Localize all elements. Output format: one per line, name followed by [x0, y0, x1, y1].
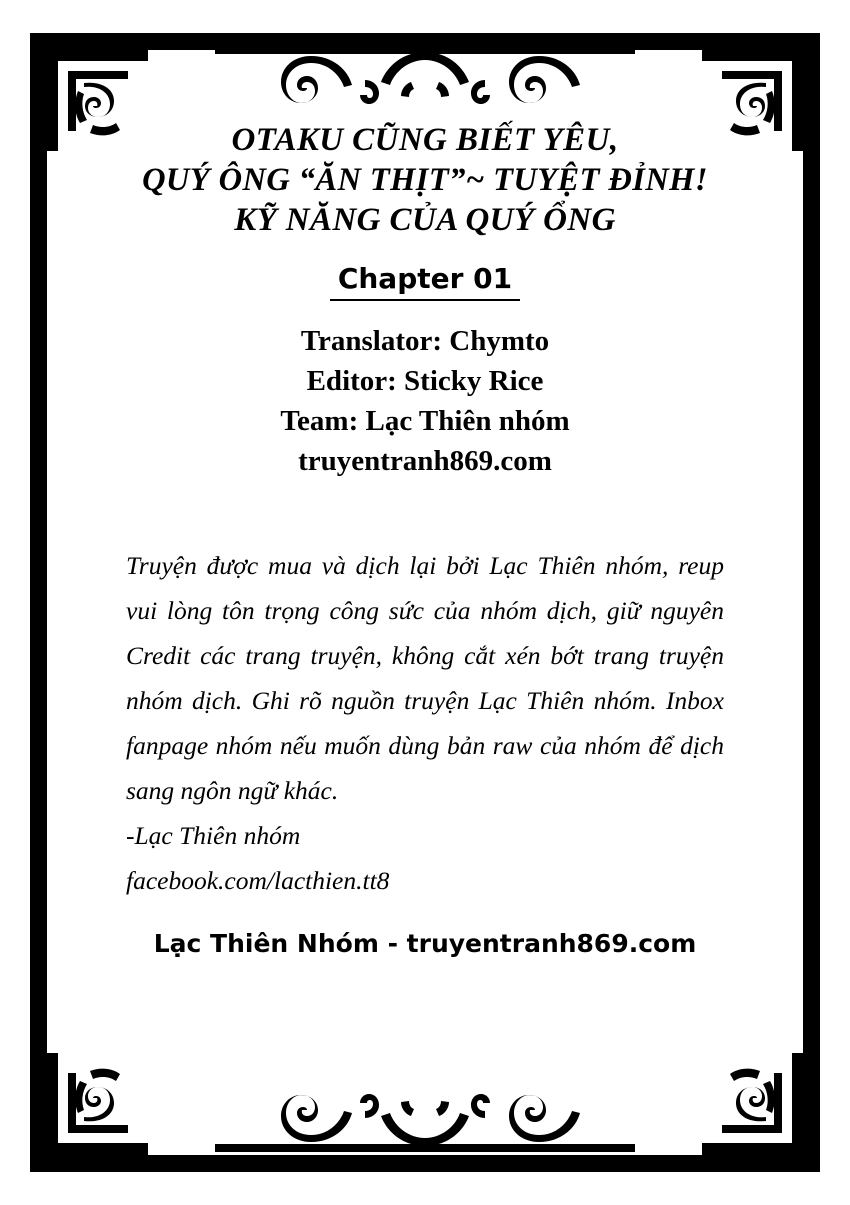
chapter-label: Chapter 01 — [337, 262, 513, 295]
credits-block — [90, 321, 760, 481]
title-line-2: QUÝ ÔNG “ĂN THỊT”~ TUYỆT ĐỈNH! — [142, 162, 708, 198]
notice-facebook-url: facebook.com/lacthien.tt8 — [126, 866, 390, 895]
credit-translator: Translator: Chymto — [300, 325, 550, 357]
credit-website: truyentranh869.com — [298, 445, 552, 477]
credit-editor: Editor: Sticky Rice — [306, 365, 544, 397]
scroll-ornament-bottom-icon — [215, 1090, 635, 1152]
chapter-underline — [330, 299, 520, 301]
notice-block — [90, 543, 760, 903]
page-title — [90, 120, 760, 240]
notice-paragraph: Truyện được mua và dịch lại bởi Lạc Thiên nhóm, reup vui lòng tôn trọng công sức của nhóm dịch, giữ nguyên Credit các trang truyện, không cắt xén bớt trang truyện nhóm dịch. Ghi rõ nguồn truyện Lạc Thiên nhóm. Inbox fanpage nhóm nếu muốn dùng bản raw của nhóm để dịch sang ngôn ngữ khác. — [126, 551, 724, 805]
title-line-1: OTAKU CŨNG BIẾT YÊU, — [231, 122, 619, 158]
title-line-3: KỸ NĂNG CỦA QUÝ ỔNG — [234, 202, 616, 238]
scroll-ornament-top-icon — [215, 46, 635, 108]
credits-content — [90, 120, 760, 958]
notice-signature: -Lạc Thiên nhóm — [126, 821, 301, 850]
credit-team: Team: Lạc Thiên nhóm — [280, 405, 570, 437]
footer-credit: Lạc Thiên Nhóm - truyentranh869.com — [153, 929, 697, 958]
